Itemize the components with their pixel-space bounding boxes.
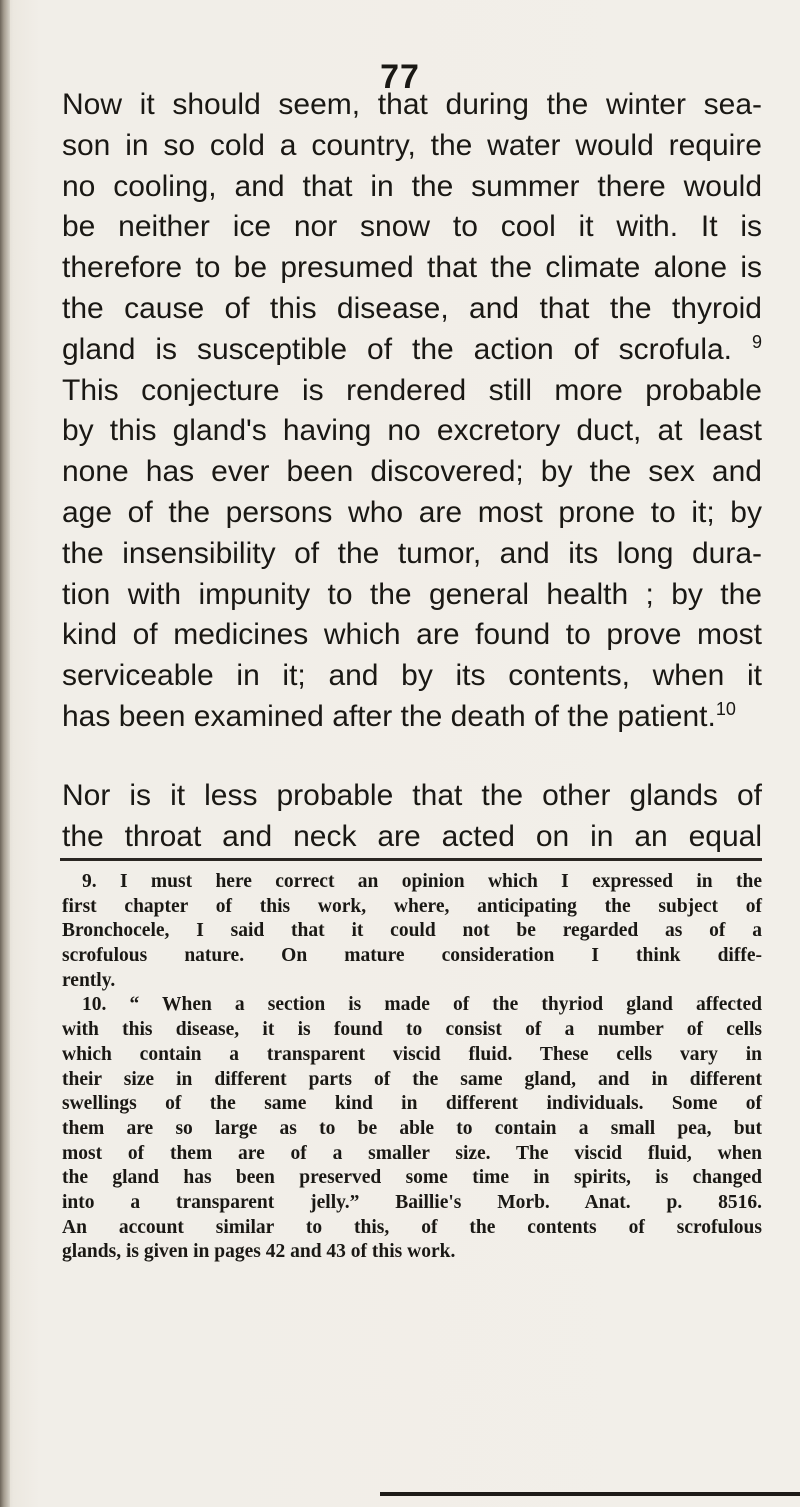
text-line: age of the persons who are most prone to it; by <box>62 495 762 529</box>
footnote-line: An account similar to this, of the contents of scrofulous <box>62 1216 762 1238</box>
footnote-divider <box>60 858 762 861</box>
footnote-line: with this disease, it is found to consist of a number of cells <box>62 1019 762 1041</box>
text-line: has been examined after the death of the patient. <box>62 699 716 733</box>
text-line-with-ref <box>62 697 762 738</box>
footnote-line: them are so large as to be able to contain a small pea, but <box>62 1117 762 1139</box>
text-line: the throat and neck are acted on in an equal <box>62 819 762 853</box>
footnotes <box>62 870 762 1265</box>
main-text <box>62 85 762 857</box>
footnote-10 <box>62 993 762 1265</box>
footnote-line: 9. I must here correct an opinion which I expressed in the <box>82 871 762 892</box>
footnote-line: scrofulous nature. On mature consideration I think diffe- <box>62 945 762 967</box>
text-line: son in so cold a country, the water would require <box>62 128 762 162</box>
footnote-ref-9: 9 <box>751 331 762 352</box>
footnote-line: their size in different parts of the same gland, and in different <box>62 1068 762 1090</box>
text-line: none has ever been discovered; by the sex and <box>62 455 762 489</box>
text-line: Nor is it less probable that the other glands of <box>62 778 762 812</box>
text-line: serviceable in it; and by its contents, when it <box>62 659 762 693</box>
footnote-9 <box>62 870 762 993</box>
text-line: no cooling, and that in the summer there would <box>62 169 762 203</box>
text-line: the cause of this disease, and that the thyroid <box>62 291 762 325</box>
text-line-with-ref <box>62 330 762 371</box>
text-line: therefore to be presumed that the climate alone is <box>62 251 762 285</box>
paragraph-2 <box>62 776 762 858</box>
text-line: the insensibility of the tumor, and its long dura- <box>62 536 762 570</box>
text-line: This conjecture is rendered still more probable <box>62 373 762 407</box>
text-line: gland is susceptible of the action of scrofula. <box>62 332 733 366</box>
bottom-edge-rule <box>380 1492 800 1496</box>
page-number: 77 <box>380 58 420 96</box>
text-line: by this gland's having no excretory duct, at least <box>62 414 762 448</box>
footnote-line: the gland has been preserved some time in spirits, is changed <box>62 1167 762 1189</box>
footnote-line: rently. <box>62 969 116 991</box>
footnote-line: into a transparent jelly.” Baillie's Morb. Anat. p. 8516. <box>62 1191 762 1213</box>
text-line: Now it should seem, that during the winter sea- <box>62 88 762 121</box>
paragraph-1 <box>62 85 762 738</box>
footnote-line: glands, is given in pages 42 and 43 of this work. <box>62 1241 456 1263</box>
footnote-line: Bronchocele, I said that it could not be regarded as of a <box>62 920 762 942</box>
footnote-line: swellings of the same kind in different individuals. Some of <box>62 1093 762 1115</box>
footnote-ref-10: 10 <box>715 698 736 719</box>
text-line: kind of medicines which are found to prove most <box>62 618 762 652</box>
text-line: tion with impunity to the general health ; by the <box>62 577 762 611</box>
footnote-line: 10. “ When a section is made of the thyriod gland affected <box>82 994 762 1016</box>
footnote-line: which contain a transparent viscid fluid. These cells vary in <box>62 1043 762 1065</box>
footnote-line: most of them are of a smaller size. The viscid fluid, when <box>62 1142 762 1164</box>
text-line: be neither ice nor snow to cool it with. It is <box>62 210 762 244</box>
footnote-line: first chapter of this work, where, anticipating the subject of <box>62 895 762 917</box>
page-edge-shadow <box>0 0 10 1507</box>
